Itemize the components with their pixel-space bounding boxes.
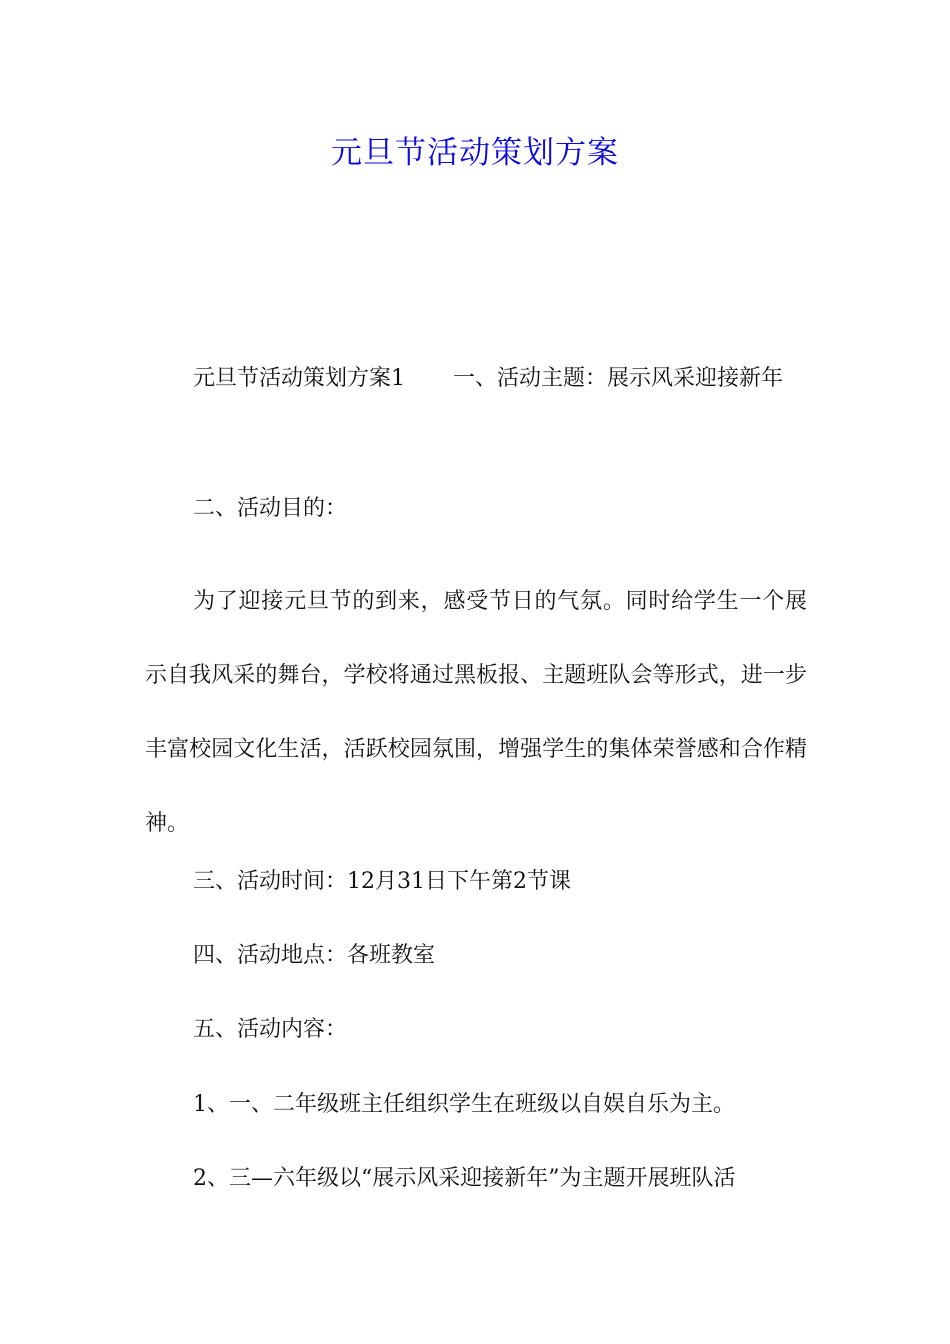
content-item-1: 1、一、二年级班主任组织学生在班级以自娱自乐为主。 bbox=[193, 1092, 735, 1117]
section2-heading: 二、活动目的： bbox=[193, 496, 348, 521]
section1-heading: 一、活动主题：展示风采迎接新年 bbox=[453, 366, 784, 391]
section4-line: 四、活动地点：各班教室 bbox=[193, 943, 436, 968]
section2-body: 为了迎接元旦节的到来，感受节日的气氛。同时给学生一个展示自我风采的舞台，学校将通过黑板报、主题班队会等形式，进一步丰富校园文化生活，活跃校园氛围，增强学生的集体荣誉感和合作精神。 bbox=[145, 589, 807, 836]
document-title: 元旦节活动策划方案 bbox=[331, 135, 619, 171]
intro-heading: 元旦节活动策划方案1 bbox=[193, 366, 405, 391]
intro-paragraph bbox=[145, 342, 807, 416]
section5-heading: 五、活动内容： bbox=[193, 1017, 348, 1042]
section2-body-container bbox=[145, 565, 807, 861]
section3-line: 三、活动时间：12月31日下午第2节课 bbox=[193, 869, 571, 894]
content-item-2: 2、三—六年级以“展示风采迎接新年”为主题开展班队活 bbox=[193, 1166, 736, 1191]
